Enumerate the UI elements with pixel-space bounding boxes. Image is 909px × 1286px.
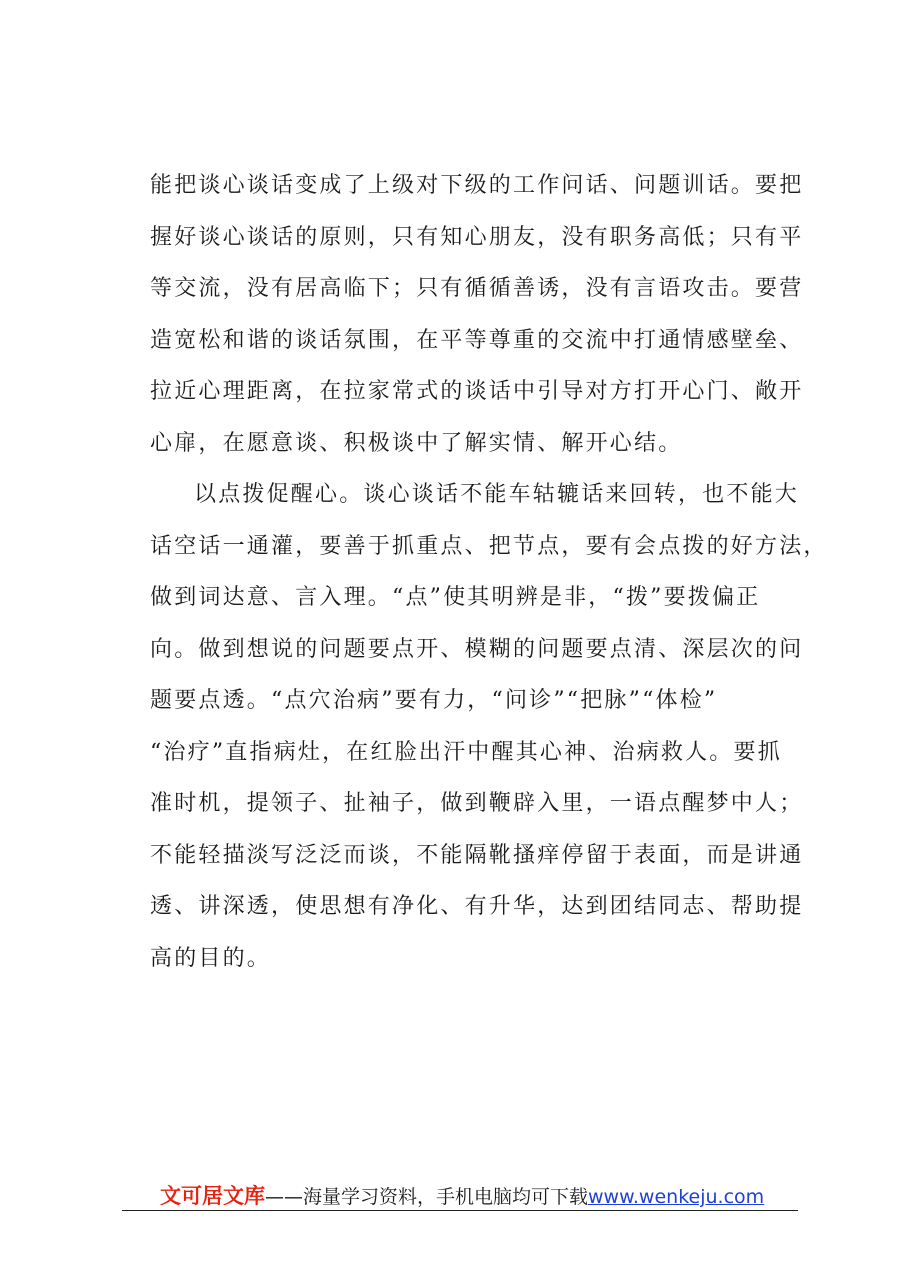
text-line: 题要点透。“点穴治病”要有力，“问诊”“把脉”“体检”: [150, 688, 718, 713]
text-line: 心扉，在愿意谈、积极谈中了解实情、解开心结。: [150, 430, 683, 456]
footer-tagline: ——海量学习资料，手机电脑均可下载: [265, 1186, 589, 1208]
document-body: [150, 160, 828, 984]
text-line: 高的目的。: [150, 945, 272, 971]
text-line: “治疗”直指病灶，在红脸出汗中醒其心神、治病救人。要抓: [150, 739, 782, 765]
paragraph-1: [150, 160, 810, 469]
page-footer: [160, 1180, 764, 1210]
footer-website-link[interactable]: www.wenkeju.com: [588, 1186, 765, 1208]
text-line: 向。做到想说的问题要点开、模糊的问题要点清、深层次的问: [150, 636, 804, 662]
text-line: 不能轻描淡写泛泛而谈，不能隔靴搔痒停留于表面，而是讲通: [150, 842, 804, 868]
text-line: 等交流，没有居高临下；只有循循善诱，没有言语攻击。要营: [150, 276, 804, 301]
text-line: 透、讲深透，使思想有净化、有升华，达到团结同志、帮助提: [150, 894, 804, 919]
paragraph-2: [150, 469, 828, 984]
text-line: 握好谈心谈话的原则，只有知心朋友，没有职务高低；只有平: [150, 224, 804, 250]
footer-divider: [122, 1210, 798, 1211]
text-line: 以点拨促醒心。谈心谈话不能车轱辘话来回转，也不能大: [194, 482, 800, 507]
text-line: 能把谈心谈话变成了上级对下级的工作问话、问题训话。要把: [150, 173, 804, 198]
text-line: 造宽松和谐的谈话氛围，在平等尊重的交流中打通情感壁垒、: [150, 327, 804, 353]
text-line: 准时机，提领子、扯袖子，做到鞭辟入里，一语点醒梦中人；: [150, 791, 804, 816]
footer-brand: 文可居文库: [160, 1184, 265, 1208]
text-line: 拉近心理距离，在拉家常式的谈话中引导对方打开心门、敞开: [150, 379, 804, 404]
text-line: 话空话一通灌，要善于抓重点、把节点，要有会点拨的好方法，: [150, 533, 828, 559]
text-line: 做到词达意、言入理。“点”使其明辨是非，“拨”要拨偏正: [150, 585, 761, 610]
